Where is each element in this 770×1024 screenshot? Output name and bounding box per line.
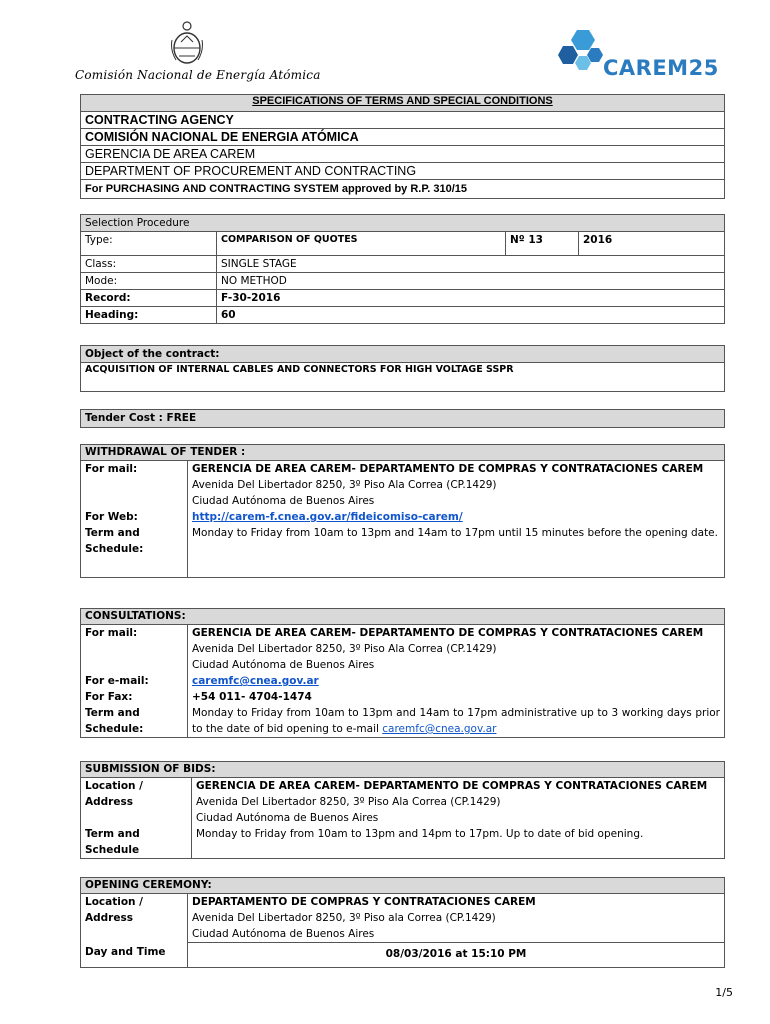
procedure-year: 2016 xyxy=(579,232,725,256)
submission-term-label-2: Schedule xyxy=(85,844,140,856)
submission-table xyxy=(80,761,725,859)
title-line-4: DEPARTMENT OF PROCUREMENT AND CONTRACTING xyxy=(81,163,725,180)
cnea-logo xyxy=(75,20,321,90)
title-line-5: For PURCHASING AND CONTRACTING SYSTEM approved by R.P. 310/15 xyxy=(81,180,725,199)
carem25-logo xyxy=(555,28,735,83)
consult-mail-addr2: Ciudad Autónoma de Buenos Aires xyxy=(192,659,375,671)
selection-table xyxy=(80,214,725,324)
consultations-heading: CONSULTATIONS: xyxy=(81,609,725,625)
submission-org: GERENCIA DE AREA CAREM- DEPARTAMENTO DE COMPRAS Y CONTRATACIONES CAREM xyxy=(196,780,708,792)
opening-org: DEPARTAMENTO DE COMPRAS Y CONTRATACIONES CAREM xyxy=(192,896,536,908)
opening-day-value: 08/03/2016 at 15:10 PM xyxy=(188,943,725,968)
withdrawal-web-link[interactable]: http://carem-f.cnea.gov.ar/fideicomiso-carem/ xyxy=(192,511,463,523)
record-value: F-30-2016 xyxy=(217,290,725,307)
type-value: COMPARISON OF QUOTES xyxy=(217,232,506,256)
title-line-2: COMISIÓN NACIONAL DE ENERGIA ATÓMICA xyxy=(81,129,725,146)
object-table xyxy=(80,345,725,392)
heading-label: Heading: xyxy=(81,307,217,324)
consult-fax-label: For Fax: xyxy=(81,689,188,705)
consult-mail-label: For mail: xyxy=(81,625,188,674)
consult-term-email-link[interactable]: caremfc@cnea.gov.ar xyxy=(382,723,497,735)
withdrawal-web-label: For Web: xyxy=(81,509,188,525)
type-label: Type: xyxy=(81,232,217,256)
withdrawal-mail-label: For mail: xyxy=(81,461,188,510)
consult-mail-org: GERENCIA DE AREA CAREM- DEPARTAMENTO DE COMPRAS Y CONTRATACIONES CAREM xyxy=(192,627,704,639)
mode-value: NO METHOD xyxy=(217,273,725,290)
heading-value: 60 xyxy=(217,307,725,324)
title-table xyxy=(80,94,725,199)
title-line-3: GERENCIA DE AREA CAREM xyxy=(81,146,725,163)
mode-label: Mode: xyxy=(81,273,217,290)
tender-cost: Tender Cost : FREE xyxy=(81,410,725,428)
consult-email-label: For e-mail: xyxy=(81,673,188,689)
class-label: Class: xyxy=(81,256,217,273)
page-number: 1/5 xyxy=(715,986,733,999)
submission-loc-label-2: Address xyxy=(85,796,133,808)
opening-loc-label-2: Address xyxy=(85,912,133,924)
submission-addr2: Ciudad Autónoma de Buenos Aires xyxy=(196,812,379,824)
opening-table xyxy=(80,877,725,968)
submission-addr1: Avenida Del Libertador 8250, 3º Piso Ala Correa (CP.1429) xyxy=(196,796,501,808)
opening-day-label: Day and Time xyxy=(81,943,188,968)
brand-name: CAREM25 xyxy=(603,56,719,80)
withdrawal-mail-addr1: Avenida Del Libertador 8250, 3º Piso Ala Correa (CP.1429) xyxy=(192,479,497,491)
consult-term-label-2: Schedule: xyxy=(85,723,144,735)
withdrawal-term-value: Monday to Friday from 10am to 13pm and 14am to 17pm until 15 minutes before the opening date. xyxy=(188,525,725,578)
consult-mail-addr1: Avenida Del Libertador 8250, 3º Piso Ala Correa (CP.1429) xyxy=(192,643,497,655)
opening-loc-label-1: Location / xyxy=(85,896,144,908)
submission-loc-label-1: Location / xyxy=(85,780,144,792)
withdrawal-term-label-1: Term and xyxy=(85,527,140,539)
agency-script-name: Comisión Nacional de Energía Atómica xyxy=(75,68,321,82)
opening-heading: OPENING CEREMONY: xyxy=(81,878,725,894)
record-label: Record: xyxy=(81,290,217,307)
selection-heading: Selection Procedure xyxy=(81,215,725,232)
class-value: SINGLE STAGE xyxy=(217,256,725,273)
hexagon-cluster-icon xyxy=(555,28,605,78)
consult-email-link[interactable]: caremfc@cnea.gov.ar xyxy=(192,675,319,687)
withdrawal-table xyxy=(80,444,725,578)
procedure-number: Nº 13 xyxy=(506,232,579,256)
submission-term-label-1: Term and xyxy=(85,828,140,840)
withdrawal-mail-org: GERENCIA DE AREA CAREM- DEPARTAMENTO DE COMPRAS Y CONTRATACIONES CAREM xyxy=(192,463,704,475)
national-seal-icon xyxy=(170,20,204,66)
object-value: ACQUISITION OF INTERNAL CABLES AND CONNECTORS FOR HIGH VOLTAGE SSPR xyxy=(81,363,725,392)
opening-addr1: Avenida Del Libertador 8250, 3º Piso ala Correa (CP.1429) xyxy=(192,912,496,924)
title-line-1: CONTRACTING AGENCY xyxy=(81,112,725,129)
submission-heading: SUBMISSION OF BIDS: xyxy=(81,762,725,778)
object-heading: Object of the contract: xyxy=(81,346,725,363)
consult-term-value: Monday to Friday from 10am to 13pm and 14am to 17pm administrative up to 3 working days prior to the date of bid opening to e-mail xyxy=(192,707,720,735)
opening-addr2: Ciudad Autónoma de Buenos Aires xyxy=(192,928,375,940)
doc-title: SPECIFICATIONS OF TERMS AND SPECIAL CONDITIONS xyxy=(81,95,725,112)
withdrawal-term-label-2: Schedule: xyxy=(85,543,144,555)
consultations-table xyxy=(80,608,725,738)
consult-term-label-1: Term and xyxy=(85,707,140,719)
withdrawal-mail-addr2: Ciudad Autónoma de Buenos Aires xyxy=(192,495,375,507)
consult-fax-value: +54 011- 4704-1474 xyxy=(188,689,725,705)
submission-term-value: Monday to Friday from 10am to 13pm and 14pm to 17pm. Up to date of bid opening. xyxy=(192,826,725,859)
tender-cost-table xyxy=(80,409,725,428)
withdrawal-heading: WITHDRAWAL OF TENDER : xyxy=(81,445,725,461)
